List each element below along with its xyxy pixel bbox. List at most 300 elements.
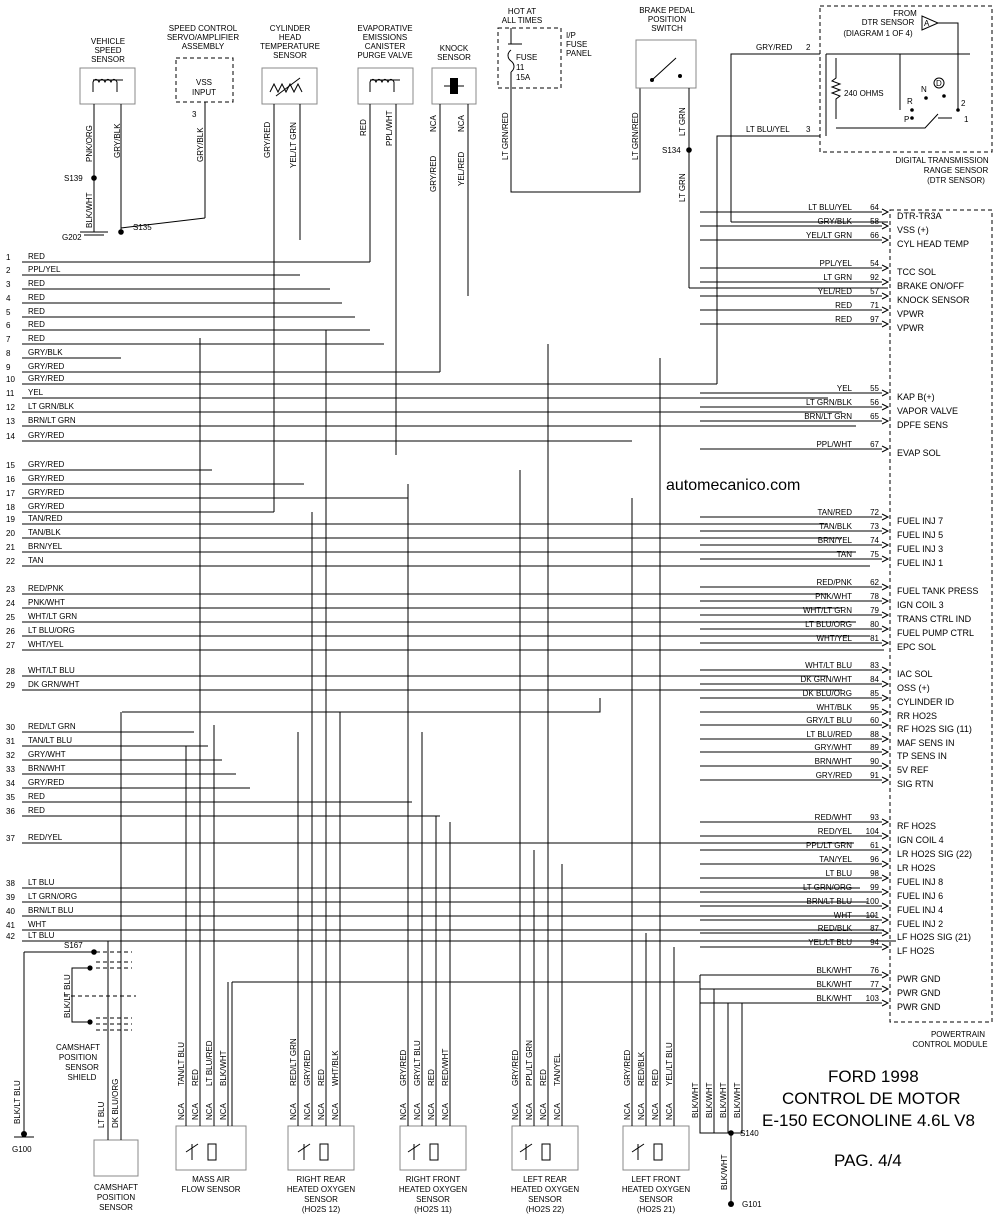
- pcm-pin-label: FUEL INJ 2: [897, 919, 944, 929]
- harness-wire-color: RED/YEL: [28, 833, 63, 842]
- connector-chevron-icon: [882, 584, 888, 590]
- speed-control-servo: [167, 24, 240, 102]
- nca-tag: NCA: [651, 1103, 660, 1120]
- connector-chevron-icon: [882, 763, 888, 769]
- resistor-icon: [832, 58, 840, 119]
- pcm-wire-color: BRN/WHT: [814, 757, 852, 766]
- pcm-pin-number: 88: [870, 730, 879, 739]
- pcm-pin-number: 84: [870, 675, 879, 684]
- harness-wire-color: WHT/LT BLU: [28, 666, 75, 675]
- svg-text:D: D: [936, 79, 942, 88]
- sensor-wire-color: PPL/LT GRN: [525, 1040, 534, 1086]
- svg-text:POSITION: POSITION: [647, 15, 687, 24]
- pcm-pin-number: 56: [870, 398, 879, 407]
- pcm-wire-color: LT BLU: [825, 869, 852, 878]
- pcm-pin-label: FUEL INJ 7: [897, 516, 944, 526]
- harness-line-number: 13: [6, 417, 15, 426]
- pcm-pin-number: 95: [870, 703, 879, 712]
- pcm-wire-color: YEL/LT BLU: [808, 938, 852, 947]
- harness-line-number: 41: [6, 921, 15, 930]
- connector-chevron-icon: [882, 875, 888, 881]
- pcm-pin-label: VPWR: [897, 323, 924, 333]
- harness-line-number: 31: [6, 737, 15, 746]
- pcm-wire-color: GRY/WHT: [814, 743, 852, 752]
- pcm-wire-color: RED: [835, 315, 852, 324]
- connector-chevron-icon: [882, 223, 888, 229]
- ground-wire-color: BLK/WHT: [719, 1082, 728, 1118]
- svg-text:DIGITAL TRANSMISSION: DIGITAL TRANSMISSION: [895, 156, 989, 165]
- harness-wire-color: LT BLU/ORG: [28, 626, 75, 635]
- connector-chevron-icon: [882, 237, 888, 243]
- connector-chevron-icon: [882, 917, 888, 923]
- svg-text:G202: G202: [62, 233, 82, 242]
- sensor-wire-color: RED/BLK: [637, 1051, 646, 1086]
- svg-text:SPEED: SPEED: [94, 46, 122, 55]
- svg-text:GRY/RED: GRY/RED: [263, 121, 272, 158]
- pcm-wire-color: BRN/LT GRN: [804, 412, 852, 421]
- pcm-wire-color: DK BLU/ORG: [802, 689, 852, 698]
- harness-wire-color: LT GRN/ORG: [28, 892, 78, 901]
- pcm-wire-color: BRN/LT BLU: [806, 897, 852, 906]
- ground-wire-color: BLK/WHT: [691, 1082, 700, 1118]
- connector-chevron-icon: [882, 626, 888, 632]
- svg-text:SERVO/AMPLIFIER: SERVO/AMPLIFIER: [166, 33, 240, 42]
- nca-tag: NCA: [623, 1103, 632, 1120]
- svg-text:MASS AIR: MASS AIR: [192, 1175, 230, 1184]
- harness-line-number: 39: [6, 893, 15, 902]
- connector-chevron-icon: [882, 446, 888, 452]
- svg-text:240 OHMS: 240 OHMS: [844, 89, 884, 98]
- svg-text:HEATED OXYGEN: HEATED OXYGEN: [286, 1185, 356, 1194]
- nca-tag: NCA: [427, 1103, 436, 1120]
- svg-text:SENSOR: SENSOR: [91, 55, 125, 64]
- title-line-1: FORD 1998: [828, 1067, 919, 1086]
- left-front-ho2s: [622, 1126, 691, 1214]
- pcm-wire-color: WHT/LT GRN: [802, 606, 852, 615]
- connector-chevron-icon: [882, 861, 888, 867]
- vehicle-speed-sensor: [80, 37, 135, 104]
- connector-chevron-icon: [882, 749, 888, 755]
- pcm-pin-label: DPFE SENS: [897, 420, 949, 430]
- svg-text:15A: 15A: [516, 73, 531, 82]
- svg-text:SHIELD: SHIELD: [67, 1073, 97, 1082]
- cylinder-head-temp-sensor: [260, 24, 320, 104]
- pcm-pin-number: 83: [870, 661, 879, 670]
- pcm-pin-label: MAF SENS IN: [897, 738, 955, 748]
- connector-chevron-icon: [882, 265, 888, 271]
- svg-text:GRY/BLK: GRY/BLK: [113, 123, 122, 158]
- harness-wire-color: RED: [28, 252, 45, 261]
- pcm-pin-number: 100: [865, 897, 879, 906]
- pcm-pin-label: IGN COIL 4: [897, 835, 944, 845]
- pcm-pin-number: 93: [870, 813, 879, 822]
- pcm-pin-label: FUEL INJ 3: [897, 544, 944, 554]
- harness-line-number: 24: [6, 599, 15, 608]
- connector-chevron-icon: [882, 612, 888, 618]
- connector-chevron-icon: [882, 640, 888, 646]
- sensor-wire-color: TAN/YEL: [553, 1053, 562, 1086]
- harness-wire-color: BRN/LT GRN: [28, 416, 76, 425]
- svg-text:S135: S135: [133, 223, 152, 232]
- fuse-icon: [508, 50, 514, 72]
- pcm-wire-color: TAN: [836, 550, 852, 559]
- svg-text:(DTR SENSOR): (DTR SENSOR): [927, 176, 985, 185]
- pcm-pin-label: FUEL TANK PRESS: [897, 586, 979, 596]
- pcm-wire-color: LT GRN/BLK: [806, 398, 852, 407]
- pcm-pin-number: 98: [870, 869, 879, 878]
- svg-text:HEATED OXYGEN: HEATED OXYGEN: [510, 1185, 580, 1194]
- harness-wire-color: WHT: [28, 920, 47, 929]
- nca-tag: NCA: [637, 1103, 646, 1120]
- svg-text:1: 1: [964, 115, 969, 124]
- harness-wire-color: GRY/RED: [28, 488, 65, 497]
- svg-text:S140: S140: [740, 1129, 759, 1138]
- harness-line-number: 9: [6, 363, 11, 372]
- svg-text:SPEED CONTROL: SPEED CONTROL: [168, 24, 238, 33]
- pcm-pin-number: 74: [870, 536, 879, 545]
- pcm-wire-color: RED: [835, 301, 852, 310]
- sensor-wire-color: WHT/BLK: [331, 1050, 340, 1086]
- harness-wire-color: WHT/YEL: [28, 640, 64, 649]
- svg-text:BLK/LT BLU: BLK/LT BLU: [13, 1080, 22, 1124]
- connector-chevron-icon: [882, 1000, 888, 1006]
- connector-chevron-icon: [882, 556, 888, 562]
- svg-text:DK BLU/ORG: DK BLU/ORG: [111, 1078, 120, 1128]
- pcm-wire-color: RED/YEL: [817, 827, 852, 836]
- svg-text:BRAKE PEDAL: BRAKE PEDAL: [639, 6, 695, 15]
- svg-text:FLOW SENSOR: FLOW SENSOR: [181, 1185, 241, 1194]
- nca-tag: NCA: [205, 1103, 214, 1120]
- svg-text:A: A: [924, 19, 930, 28]
- nca-tag: NCA: [553, 1103, 562, 1120]
- pcm-pin-number: 92: [870, 273, 879, 282]
- pcm-pin-label: VSS (+): [897, 225, 929, 235]
- pcm-pin-number: 66: [870, 231, 879, 240]
- nca-tag: NCA: [665, 1103, 674, 1120]
- connector-chevron-icon: [882, 307, 888, 313]
- pcm-pin-label: BRAKE ON/OFF: [897, 281, 965, 291]
- pcm-wire-color: LT GRN: [823, 273, 852, 282]
- pcm-wire-color: GRY/RED: [815, 771, 852, 780]
- nca-tag: NCA: [331, 1103, 340, 1120]
- svg-text:CANISTER: CANISTER: [364, 42, 406, 51]
- connector-chevron-icon: [882, 930, 888, 936]
- pcm-pin-number: 64: [870, 203, 879, 212]
- harness-line-number: 22: [6, 557, 15, 566]
- pcm-wire-color: GRY/LT BLU: [806, 716, 852, 725]
- splice-s135: [118, 229, 124, 235]
- ground-wire: [728, 1003, 731, 1133]
- svg-text:POSITION: POSITION: [58, 1053, 98, 1062]
- svg-text:LT GRN: LT GRN: [678, 107, 687, 136]
- harness-line-number: 3: [6, 280, 11, 289]
- right-front-ho2s: [399, 1126, 468, 1214]
- sensor-wire-color: RED/LT GRN: [289, 1038, 298, 1086]
- sensor-wire-color: RED: [317, 1069, 326, 1086]
- svg-text:CONTROL MODULE: CONTROL MODULE: [912, 1040, 988, 1049]
- svg-text:I/P: I/P: [566, 31, 576, 40]
- pcm-pin-label: OSS (+): [897, 683, 930, 693]
- pcm-pin-number: 89: [870, 743, 879, 752]
- pcm-pin-number: 87: [870, 924, 879, 933]
- svg-text:PPL/WHT: PPL/WHT: [385, 110, 394, 146]
- harness-line-number: 4: [6, 294, 11, 303]
- pcm-pin-label: FUEL INJ 5: [897, 530, 944, 540]
- pcm-pin-number: 81: [870, 634, 879, 643]
- harness-line-number: 19: [6, 515, 15, 524]
- svg-text:S167: S167: [64, 941, 83, 950]
- svg-text:RIGHT REAR: RIGHT REAR: [296, 1175, 346, 1184]
- harness-wire-color: GRY/RED: [28, 474, 65, 483]
- right-rear-ho2s: [287, 1126, 356, 1214]
- harness-line-number: 29: [6, 681, 15, 690]
- sensor-wire-color: GRY/RED: [399, 1049, 408, 1086]
- pcm-pin-label: LR HO2S: [897, 863, 936, 873]
- svg-text:SENSOR: SENSOR: [273, 51, 307, 60]
- harness-line-number: 35: [6, 793, 15, 802]
- svg-text:VSS: VSS: [195, 78, 213, 87]
- pcm-pin-label: VAPOR VALVE: [897, 406, 959, 416]
- harness-wire-color: BRN/WHT: [28, 764, 66, 773]
- sensor-wire-color: RED: [651, 1069, 660, 1086]
- svg-text:2: 2: [806, 43, 811, 52]
- harness-wire-color: RED/PNK: [28, 584, 64, 593]
- pcm-pin-number: 104: [865, 827, 879, 836]
- ground-wire-color: BLK/WHT: [705, 1082, 714, 1118]
- pcm-pin-label: TRANS CTRL IND: [897, 614, 972, 624]
- pcm-wire-color: DK GRN/WHT: [800, 675, 852, 684]
- harness-line-number: 5: [6, 308, 11, 317]
- svg-text:SWITCH: SWITCH: [651, 24, 683, 33]
- pcm-pin-label: LF HO2S: [897, 946, 935, 956]
- connector-chevron-icon: [882, 321, 888, 327]
- pcm-pin-number: 72: [870, 508, 879, 517]
- connector-chevron-icon: [882, 681, 888, 687]
- pcm-wire-color: RED/PNK: [816, 578, 852, 587]
- svg-text:LEFT FRONT: LEFT FRONT: [631, 1175, 681, 1184]
- svg-text:RANGE SENSOR: RANGE SENSOR: [923, 166, 989, 175]
- pcm-wire-color: RED/WHT: [814, 813, 852, 822]
- svg-text:(HO2S 22): (HO2S 22): [525, 1205, 565, 1214]
- pcm-pin-number: 60: [870, 716, 879, 725]
- pcm-pin-label: 5V REF: [897, 765, 929, 775]
- harness-wire-color: PNK/WHT: [28, 598, 65, 607]
- svg-text:LT GRN: LT GRN: [678, 173, 687, 202]
- harness-line-number: 7: [6, 335, 11, 344]
- pcm-pin-label: CYLINDER ID: [897, 697, 955, 707]
- pcm-pin-label: SIG RTN: [897, 779, 934, 789]
- pcm-pin-number: 91: [870, 771, 879, 780]
- pcm-pin-label: LR HO2S SIG (22): [897, 849, 973, 859]
- harness-line-number: 33: [6, 765, 15, 774]
- svg-text:(HO2S 11): (HO2S 11): [414, 1205, 452, 1214]
- title-line-3: E-150 ECONOLINE 4.6L V8: [762, 1111, 975, 1130]
- harness-wire-color: GRY/RED: [28, 502, 65, 511]
- evap-purge-valve: [357, 24, 413, 104]
- harness-wire-color: RED: [28, 334, 45, 343]
- harness-wire-color: RED: [28, 307, 45, 316]
- harness-line-number: 42: [6, 932, 15, 941]
- harness-wire-color: LT BLU: [28, 931, 55, 940]
- svg-text:PANEL: PANEL: [566, 49, 592, 58]
- pcm-pin-label: RR HO2S: [897, 711, 938, 721]
- svg-text:SENSOR: SENSOR: [304, 1195, 338, 1204]
- svg-text:SENSOR: SENSOR: [437, 53, 471, 62]
- svg-text:BLK/WHT: BLK/WHT: [85, 192, 94, 228]
- svg-text:(HO2S 21): (HO2S 21): [636, 1205, 676, 1214]
- svg-text:LT BLU: LT BLU: [97, 1101, 106, 1128]
- connector-chevron-icon: [882, 404, 888, 410]
- connector-chevron-icon: [882, 542, 888, 548]
- harness-wire-color: TAN/RED: [28, 514, 63, 523]
- sensor-wire-color: GRY/LT BLU: [413, 1040, 422, 1086]
- pcm-wire-color: LT GRN/ORG: [802, 883, 852, 892]
- svg-text:HEATED OXYGEN: HEATED OXYGEN: [621, 1185, 691, 1194]
- harness-line-number: 16: [6, 475, 15, 484]
- ground-g100: [21, 1131, 27, 1137]
- sensor-wire-color: GRY/RED: [303, 1049, 312, 1086]
- harness-line-number: 26: [6, 627, 15, 636]
- svg-text:YEL/LT GRN: YEL/LT GRN: [289, 122, 298, 168]
- svg-text:11: 11: [516, 63, 525, 72]
- pcm-wire-color: WHT/YEL: [816, 634, 852, 643]
- pcm-pin-label: EVAP SOL: [897, 448, 941, 458]
- pcm-pin-number: 80: [870, 620, 879, 629]
- pcm-pin-label: FUEL INJ 4: [897, 905, 944, 915]
- harness-wire-color: BRN/LT BLU: [28, 906, 74, 915]
- sensor-wire-color: RED/WHT: [441, 1048, 450, 1086]
- pcm-pin-label: RF HO2S: [897, 821, 937, 831]
- connector-chevron-icon: [882, 695, 888, 701]
- pcm-pin-number: 73: [870, 522, 879, 531]
- pcm-pin-number: 85: [870, 689, 879, 698]
- svg-text:G101: G101: [742, 1200, 762, 1209]
- pcm-pin-number: 96: [870, 855, 879, 864]
- svg-text:GRY/BLK: GRY/BLK: [196, 127, 205, 162]
- svg-text:3: 3: [192, 110, 197, 119]
- pcm-pin-label: EPC SOL: [897, 642, 937, 652]
- harness-wire-color: LT BLU: [28, 878, 55, 887]
- ground-wire-color: BLK/WHT: [733, 1082, 742, 1118]
- nca-tag: NCA: [525, 1103, 534, 1120]
- harness-wire-color: RED/LT GRN: [28, 722, 76, 731]
- pcm-wire-color: PPL/LT GRN: [806, 841, 852, 850]
- harness-line-number: 25: [6, 613, 15, 622]
- svg-text:ASSEMBLY: ASSEMBLY: [181, 42, 225, 51]
- svg-text:LT GRN/RED: LT GRN/RED: [501, 112, 510, 160]
- harness-line-number: 14: [6, 432, 15, 441]
- nca-tag: NCA: [539, 1103, 548, 1120]
- pcm-pin-label: PWR GND: [897, 1002, 941, 1012]
- svg-text:INPUT: INPUT: [192, 88, 216, 97]
- svg-text:HOT AT: HOT AT: [507, 7, 537, 16]
- svg-text:HEATED OXYGEN: HEATED OXYGEN: [398, 1185, 468, 1194]
- harness-wire-color: GRY/RED: [28, 778, 65, 787]
- pcm-pin-label: LF HO2S SIG (21): [897, 932, 972, 942]
- svg-text:G100: G100: [12, 1145, 32, 1154]
- pcm-wire-color: RED/BLK: [817, 924, 852, 933]
- harness-line-number: 40: [6, 907, 15, 916]
- connector-chevron-icon: [882, 819, 888, 825]
- svg-text:FUSE: FUSE: [516, 53, 538, 62]
- pcm-wire-color: BLK/WHT: [816, 994, 852, 1003]
- connector-chevron-icon: [882, 986, 888, 992]
- splice-s167: [91, 949, 97, 955]
- nca-tag: NCA: [303, 1103, 312, 1120]
- pcm-pin-number: 57: [870, 287, 879, 296]
- harness-line-number: 15: [6, 461, 15, 470]
- pcm-pin-label: FUEL INJ 8: [897, 877, 944, 887]
- sensor-wire-color: BLK/WHT: [219, 1050, 228, 1086]
- harness-line-number: 12: [6, 403, 15, 412]
- connector-chevron-icon: [882, 847, 888, 853]
- svg-text:CYLINDER: CYLINDER: [269, 24, 311, 33]
- harness-wire-color: LT GRN/BLK: [28, 402, 74, 411]
- pcm-pin-label: KNOCK SENSOR: [897, 295, 970, 305]
- camshaft-position-sensor: [94, 1140, 138, 1212]
- pcm-pin-number: 101: [865, 911, 879, 920]
- harness-wire-color: GRY/RED: [28, 460, 65, 469]
- shield-lines: [64, 952, 136, 1030]
- svg-text:RED: RED: [359, 119, 368, 136]
- title-line-2: CONTROL DE MOTOR: [782, 1089, 961, 1108]
- pcm-pin-number: 61: [870, 841, 879, 850]
- sensor-wire-color: TAN/LT BLU: [177, 1041, 186, 1086]
- svg-text:BLK/LT BLU: BLK/LT BLU: [63, 974, 72, 1018]
- harness-line-number: 20: [6, 529, 15, 538]
- svg-text:SENSOR: SENSOR: [528, 1195, 562, 1204]
- harness-wire-color: PPL/YEL: [28, 265, 61, 274]
- svg-text:YEL/RED: YEL/RED: [457, 151, 466, 186]
- svg-text:LEFT REAR: LEFT REAR: [523, 1175, 567, 1184]
- pcm-pin-number: 90: [870, 757, 879, 766]
- pcm-pin-label: RF HO2S SIG (11): [897, 724, 972, 734]
- nca-tag: NCA: [219, 1103, 228, 1120]
- svg-text:POWERTRAIN: POWERTRAIN: [930, 1030, 986, 1039]
- harness-line-number: 37: [6, 834, 15, 843]
- pcm-pin-label: KAP B(+): [897, 392, 935, 402]
- pcm-pin-number: 94: [870, 938, 879, 947]
- svg-text:CAMSHAFT: CAMSHAFT: [94, 1183, 138, 1192]
- svg-text:GRY/RED: GRY/RED: [756, 43, 793, 52]
- svg-text:TEMPERATURE: TEMPERATURE: [260, 42, 320, 51]
- nca-tag: NCA: [289, 1103, 298, 1120]
- harness-wire-color: GRY/RED: [28, 362, 65, 371]
- bottom-harness: [177, 330, 742, 1160]
- connector-chevron-icon: [882, 889, 888, 895]
- svg-text:POSITION: POSITION: [96, 1193, 136, 1202]
- pcm-wire-color: YEL/RED: [817, 287, 852, 296]
- pcm-wire-color: TAN/RED: [817, 508, 852, 517]
- pcm-wire-color: GRY/BLK: [817, 217, 852, 226]
- pcm-wire-color: YEL/LT GRN: [806, 231, 852, 240]
- svg-text:CAMSHAFT: CAMSHAFT: [56, 1043, 100, 1052]
- harness-wire-color: TAN: [28, 556, 44, 565]
- harness-line-number: 17: [6, 489, 15, 498]
- nca-tag: NCA: [413, 1103, 422, 1120]
- harness-line-number: 1: [6, 253, 11, 262]
- sensor-wire-color: RED: [191, 1069, 200, 1086]
- svg-text:P: P: [904, 115, 910, 124]
- svg-text:PNK/ORG: PNK/ORG: [85, 125, 94, 162]
- left-harness: [6, 252, 896, 941]
- nca-tag: NCA: [191, 1103, 200, 1120]
- splice-s134: [686, 147, 692, 153]
- harness-line-number: 34: [6, 779, 15, 788]
- harness-wire-color: DK GRN/WHT: [28, 680, 80, 689]
- svg-text:FUSE: FUSE: [566, 40, 588, 49]
- harness-wire-color: RED: [28, 293, 45, 302]
